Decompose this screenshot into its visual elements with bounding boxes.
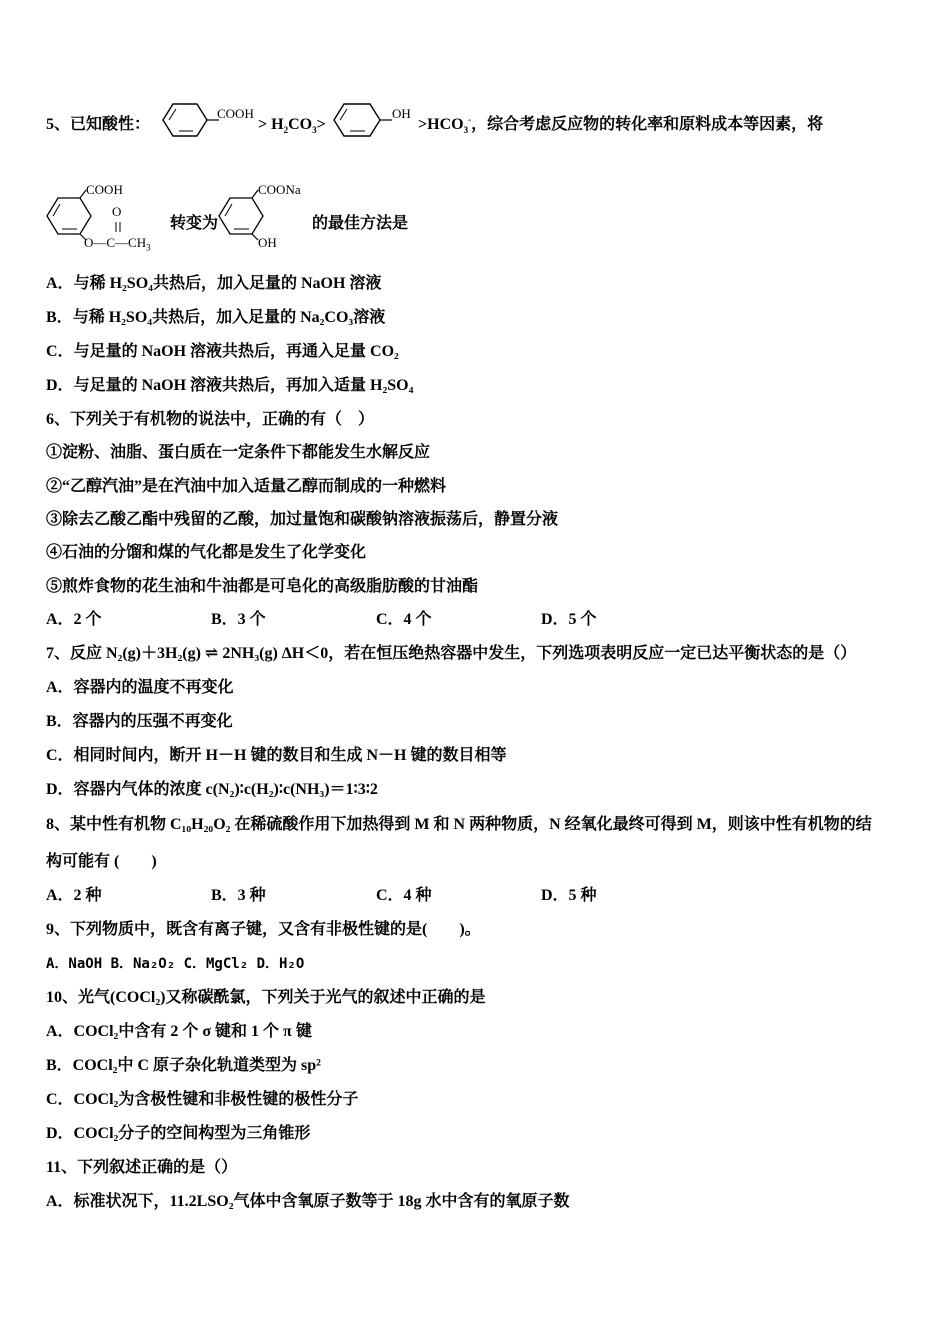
q7-option-c[interactable]: C．相同时间内，断开 H－H 键的数目和生成 N－H 键的数目相等 bbox=[46, 747, 507, 764]
q7-option-b[interactable]: B．容器内的压强不再变化 bbox=[46, 713, 233, 730]
q8-option-d[interactable]: D．5 种 bbox=[541, 887, 597, 904]
q6-option-c[interactable]: C．4 个 bbox=[376, 611, 432, 628]
aspirin-cooh-label: COOH bbox=[86, 182, 123, 197]
q5-option-c[interactable]: C．与足量的 NaOH 溶液共热后，再通入足量 CO₂ bbox=[46, 343, 399, 360]
benzoic-cooh-label: COOH bbox=[217, 106, 254, 121]
q6-options bbox=[46, 610, 597, 630]
q9-options[interactable]: A．NaOH B．Na₂O₂ C．MgCl₂ D．H₂O bbox=[46, 956, 305, 972]
q6-option-a[interactable]: A．2 个 bbox=[46, 611, 102, 628]
q5-best-method: 的最佳方法是 bbox=[312, 215, 409, 232]
q6-stem: 6、下列关于有机物的说法中，正确的有（ ） bbox=[46, 411, 375, 428]
q6-item-5: ⑤煎炸食物的花生油和牛油都是可皂化的高级脂肪酸的甘油酯 bbox=[46, 578, 479, 595]
q8-options bbox=[46, 886, 597, 906]
product-coona-label: COONa bbox=[258, 182, 301, 197]
q5-option-b[interactable]: B．与稀 H₂SO₄共热后，加入足量的 Na₂CO₃溶液 bbox=[46, 309, 386, 326]
q5-h2co3: > $H_2CO_3>$ bbox=[258, 116, 326, 136]
q5-convert-to: 转变为 bbox=[170, 215, 219, 232]
q7-option-d[interactable]: D．容器内气体的浓度 c(N₂)∶c(H₂)∶c(NH₃)＝1∶3∶2 bbox=[46, 781, 378, 798]
q5-lead: 已知酸性： bbox=[70, 116, 151, 133]
q6-option-d[interactable]: D．5 个 bbox=[541, 611, 597, 628]
phenol-structure bbox=[330, 100, 420, 140]
q6-item-1: ①淀粉、油脂、蛋白质在一定条件下都能发生水解反应 bbox=[46, 444, 431, 461]
q6-option-b[interactable]: B．3 个 bbox=[211, 611, 266, 628]
q5-option-d[interactable]: D．与足量的 NaOH 溶液共热后，再加入适量 H₂SO₄ bbox=[46, 377, 414, 394]
q11-option-a[interactable]: A．标准状况下，11.2LSO₂气体中含氧原子数等于 18g 水中含有的氧原子数 bbox=[46, 1193, 570, 1210]
q9-stem: 9、下列物质中，既含有离子键，又含有非极性键的是( )。 bbox=[46, 921, 481, 938]
q6-item-4: ④石油的分馏和煤的气化都是发生了化学变化 bbox=[46, 544, 367, 561]
q10-option-c[interactable]: C．COCl₂为含极性键和非极性键的极性分子 bbox=[46, 1091, 359, 1108]
product-structure bbox=[214, 178, 324, 258]
q5-stem-line1 bbox=[46, 115, 150, 135]
q6-item-3: ③除去乙酸乙酯中残留的乙酸，加过量饱和碳酸钠溶液振荡后，静置分液 bbox=[46, 511, 559, 528]
q8-option-b[interactable]: B．3 种 bbox=[211, 887, 266, 904]
phenol-oh-label: OH bbox=[392, 106, 411, 121]
product-oh-label: OH bbox=[258, 235, 277, 250]
q8-option-c[interactable]: C．4 种 bbox=[376, 887, 432, 904]
q8-stem-line2: 构可能有 ( ) bbox=[46, 853, 157, 870]
q7-option-a[interactable]: A．容器内的温度不再变化 bbox=[46, 679, 234, 696]
benzoic-acid-structure bbox=[155, 100, 275, 140]
q10-stem: 10、光气(COCl₂)又称碳酰氯，下列关于光气的叙述中正确的是 bbox=[46, 989, 486, 1006]
q10-option-b[interactable]: B．COCl₂中 C 原子杂化轨道类型为 sp² bbox=[46, 1057, 321, 1074]
q6-item-2: ②“乙醇汽油”是在汽油中加入适量乙醇而制成的一种燃料 bbox=[46, 478, 447, 495]
q5-option-a[interactable]: A．与稀 H₂SO₄共热后，加入足量的 NaOH 溶液 bbox=[46, 275, 382, 292]
q8-option-a[interactable]: A．2 种 bbox=[46, 887, 102, 904]
q10-option-d[interactable]: D．COCl₂分子的空间构型为三角锥形 bbox=[46, 1125, 311, 1142]
aspirin-structure bbox=[42, 178, 172, 258]
q10-option-a[interactable]: A．COCl₂中含有 2 个 σ 键和 1 个 π 键 bbox=[46, 1023, 312, 1040]
q11-stem: 11、下列叙述正确的是（） bbox=[46, 1159, 238, 1176]
q5-number: 5、 bbox=[46, 116, 71, 133]
aspirin-carbonyl-o: O bbox=[112, 204, 122, 219]
aspirin-ester-label: $O—C—CH_3$ bbox=[84, 235, 151, 253]
q8-stem-line1: 8、某中性有机物 C₁₀H₂₀O₂ 在稀硫酸作用下加热得到 M 和 N 两种物质，N 经氧化最终可得到 M，则该中性有机物的结 bbox=[46, 816, 872, 833]
q7-stem: 7、反应 N₂(g)＋3H₂(g) ⇌ 2NH₃(g) ΔH＜0，若在恒压绝热容器中发生，下列选项表明反应一定已达平衡状态的是（） bbox=[46, 645, 857, 662]
q5-hco3-and-tail: $>HCO_3^-$，综合考虑反应物的转化率和原料成本等因素，将 bbox=[418, 114, 824, 136]
